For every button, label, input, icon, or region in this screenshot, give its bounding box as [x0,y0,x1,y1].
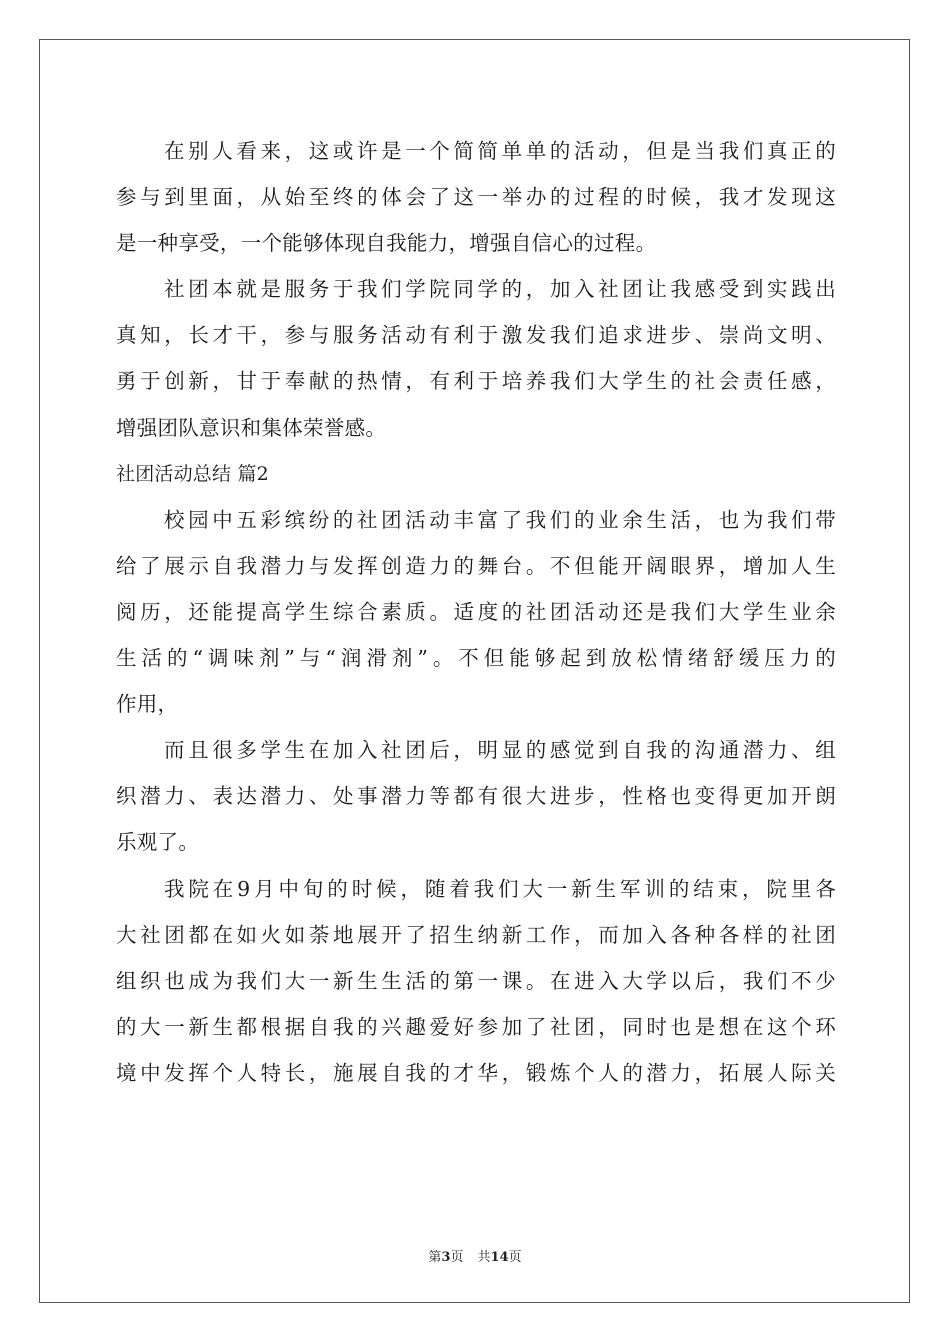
text-line: 在别人看来，这或许是一个简简单单的活动，但是当我们真正的 [164,139,836,163]
text-line: 织潜力、表达潜力、处事潜力等都有很大进步，性格也变得更加开朗 [116,784,836,809]
text-line: 增强团队意识和集体荣誉感。 [116,415,387,440]
text-line: 校园中五彩缤纷的社团活动丰富了我们的业余生活，也为我们带 [164,507,836,532]
text-line: 境中发挥个人特长，施展自我的才华，锻炼个人的潜力，拓展人际关 [116,1060,836,1085]
text-line: 给了展示自我潜力与发挥创造力的舞台。不但能开阔眼界，增加人生 [116,553,836,578]
paragraph [116,727,836,865]
paragraph [116,497,836,727]
total-prefix: 共 [477,1250,491,1265]
text-line: 生活的“调味剂”与“润滑剂”。不但能够起到放松情绪舒缓压力的 [116,646,836,671]
text-line: 勇于创新，甘于奉献的热情，有利于培养我们大学生的社会责任感， [116,369,836,394]
page-suffix: 页 [450,1250,464,1265]
paragraph [116,128,836,266]
text-line: 的大一新生都根据自我的兴趣爱好参加了社团，同时也是想在这个环 [116,1014,836,1039]
text-line: 而且很多学生在加入社团后，明显的感觉到自我的沟通潜力、组 [164,738,836,763]
page-footer [0,1246,950,1265]
page-total: 14 [490,1250,509,1265]
text-line: 社团本就是服务于我们学院同学的，加入社团让我感受到实践出 [164,277,836,302]
text-line: 是一种享受，一个能够体现自我能力，增强自信心的过程。 [116,231,657,256]
paragraph [116,266,836,450]
text-line: 乐观了。 [116,830,200,855]
section-heading: 社团活动总结 篇2 [116,462,269,485]
text-line: 我院在9月中旬的时候，随着我们大一新生军训的结束，院里各 [164,876,836,901]
text-line: 参与到里面，从始至终的体会了这一举办的过程的时候，我才发现这 [116,185,836,210]
document-body [116,128,836,1096]
page-prefix: 第 [428,1250,442,1265]
text-line: 真知，长才干，参与服务活动有利于激发我们追求进步、崇尚文明、 [116,323,836,348]
paragraph [116,866,836,1096]
page-current: 3 [441,1250,451,1265]
text-line: 阅历，还能提高学生综合素质。适度的社团活动还是我们大学生业余 [116,599,836,624]
total-suffix: 页 [508,1250,522,1265]
text-line: 组织也成为我们大一新生生活的第一课。在进入大学以后，我们不少 [116,968,836,993]
text-line: 作用， [116,692,179,717]
text-line: 大社团都在如火如荼地展开了招生纳新工作，而加入各种各样的社团 [116,922,836,947]
